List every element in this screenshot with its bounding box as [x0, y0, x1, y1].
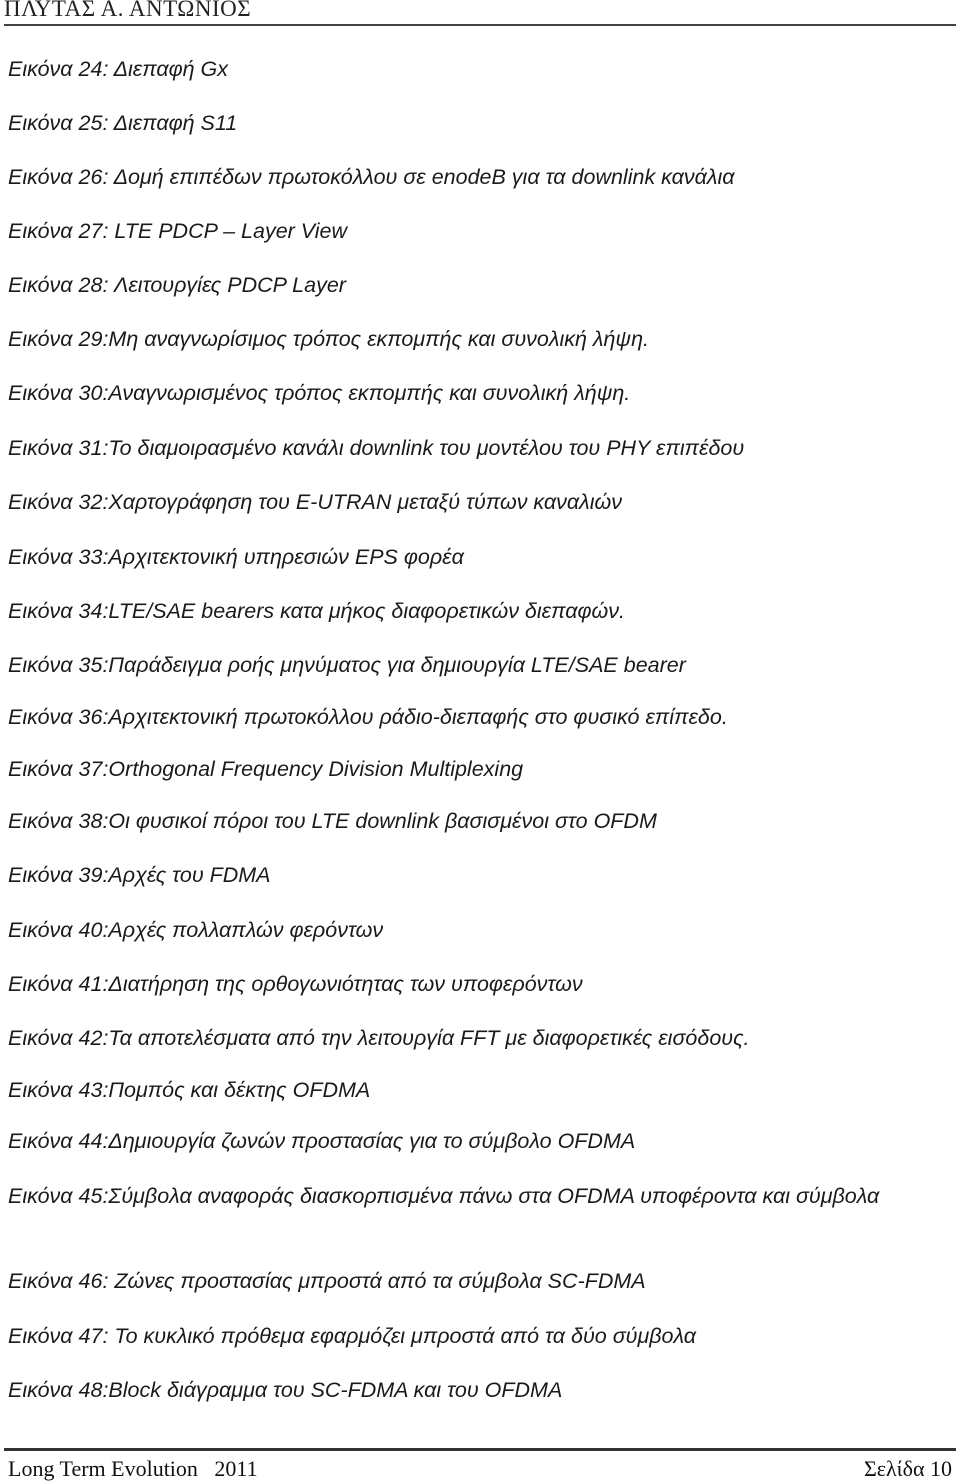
- footer-divider: [4, 1448, 956, 1451]
- figure-entry-40: Εικόνα 40:Αρχές πολλαπλών φερόντων: [8, 918, 384, 942]
- figure-entry-48: Εικόνα 48:Block διάγραμμα του SC-FDMA και του OFDMA: [8, 1378, 563, 1402]
- footer-document-title: Long Term Evolution 2011: [8, 1456, 258, 1481]
- figure-entry-36: Εικόνα 36:Αρχιτεκτονική πρωτοκόλλου ράδιο-διεπαφής στο φυσικό επίπεδο.: [8, 705, 728, 729]
- figure-entry-37: Εικόνα 37:Orthogonal Frequency Division Multiplexing: [8, 757, 524, 781]
- figure-entry-46: Εικόνα 46: Ζώνες προστασίας μπροστά από τα σύμβολα SC-FDMA: [8, 1269, 646, 1293]
- figure-entry-32: Εικόνα 32:Χαρτογράφηση του E-UTRAN μεταξύ τύπων καναλιών: [8, 490, 623, 514]
- figure-entry-29: Εικόνα 29:Μη αναγνωρίσιμος τρόπος εκπομπής και συνολική λήψη.: [8, 327, 649, 351]
- figure-entry-30: Εικόνα 30:Αναγνωρισμένος τρόπος εκπομπής και συνολική λήψη.: [8, 381, 631, 405]
- figure-entry-28: Εικόνα 28: Λειτουργίες PDCP Layer: [8, 273, 346, 297]
- figure-entry-43: Εικόνα 43:Πομπός και δέκτης OFDMA: [8, 1078, 371, 1102]
- figure-entry-41: Εικόνα 41:Διατήρηση της ορθογωνιότητας των υποφερόντων: [8, 972, 583, 996]
- page-header-author: ΠΛΥΤΑΣ Α. ΑΝΤΩΝΙΟΣ: [4, 0, 252, 21]
- figure-entry-45: Εικόνα 45:Σύμβολα αναφοράς διασκορπισμένα πάνω στα OFDMA υποφέροντα και σύμβολα: [8, 1184, 880, 1208]
- figure-entry-42: Εικόνα 42:Τα αποτελέσματα από την λειτουργία FFT με διαφορετικές εισόδους.: [8, 1026, 750, 1050]
- figure-entry-47: Εικόνα 47: Το κυκλικό πρόθεμα εφαρμόζει μπροστά από τα δύο σύμβολα: [8, 1324, 697, 1348]
- figure-entry-39: Εικόνα 39:Αρχές του FDMA: [8, 863, 271, 887]
- figure-entry-26: Εικόνα 26: Δομή επιπέδων πρωτοκόλλου σε enodeB για τα downlink κανάλια: [8, 165, 735, 189]
- figure-entry-24: Εικόνα 24: Διεπαφή Gx: [8, 57, 229, 81]
- figure-entry-44: Εικόνα 44:Δημιουργία ζωνών προστασίας για το σύμβολο OFDMA: [8, 1129, 636, 1153]
- footer-page-number: Σελίδα 10: [863, 1456, 952, 1481]
- figure-entry-25: Εικόνα 25: Διεπαφή S11: [8, 111, 238, 135]
- figure-entry-27: Εικόνα 27: LTE PDCP – Layer View: [8, 219, 348, 243]
- figure-entry-38: Εικόνα 38:Οι φυσικοί πόροι του LTE downlink βασισμένοι στο OFDM: [8, 809, 657, 833]
- figure-entry-35: Εικόνα 35:Παράδειγμα ροής μηνύματος για δημιουργία LTE/SAE bearer: [8, 653, 686, 677]
- figure-entry-34: Εικόνα 34:LTE/SAE bearers κατα μήκος διαφορετικών διεπαφών.: [8, 599, 625, 623]
- header-divider: [4, 24, 956, 26]
- figure-entry-31: Εικόνα 31:Το διαμοιρασμένο κανάλι downlink του μοντέλου του PHY επιπέδου: [8, 436, 745, 460]
- figure-entry-33: Εικόνα 33:Αρχιτεκτονική υπηρεσιών EPS φορέα: [8, 545, 464, 569]
